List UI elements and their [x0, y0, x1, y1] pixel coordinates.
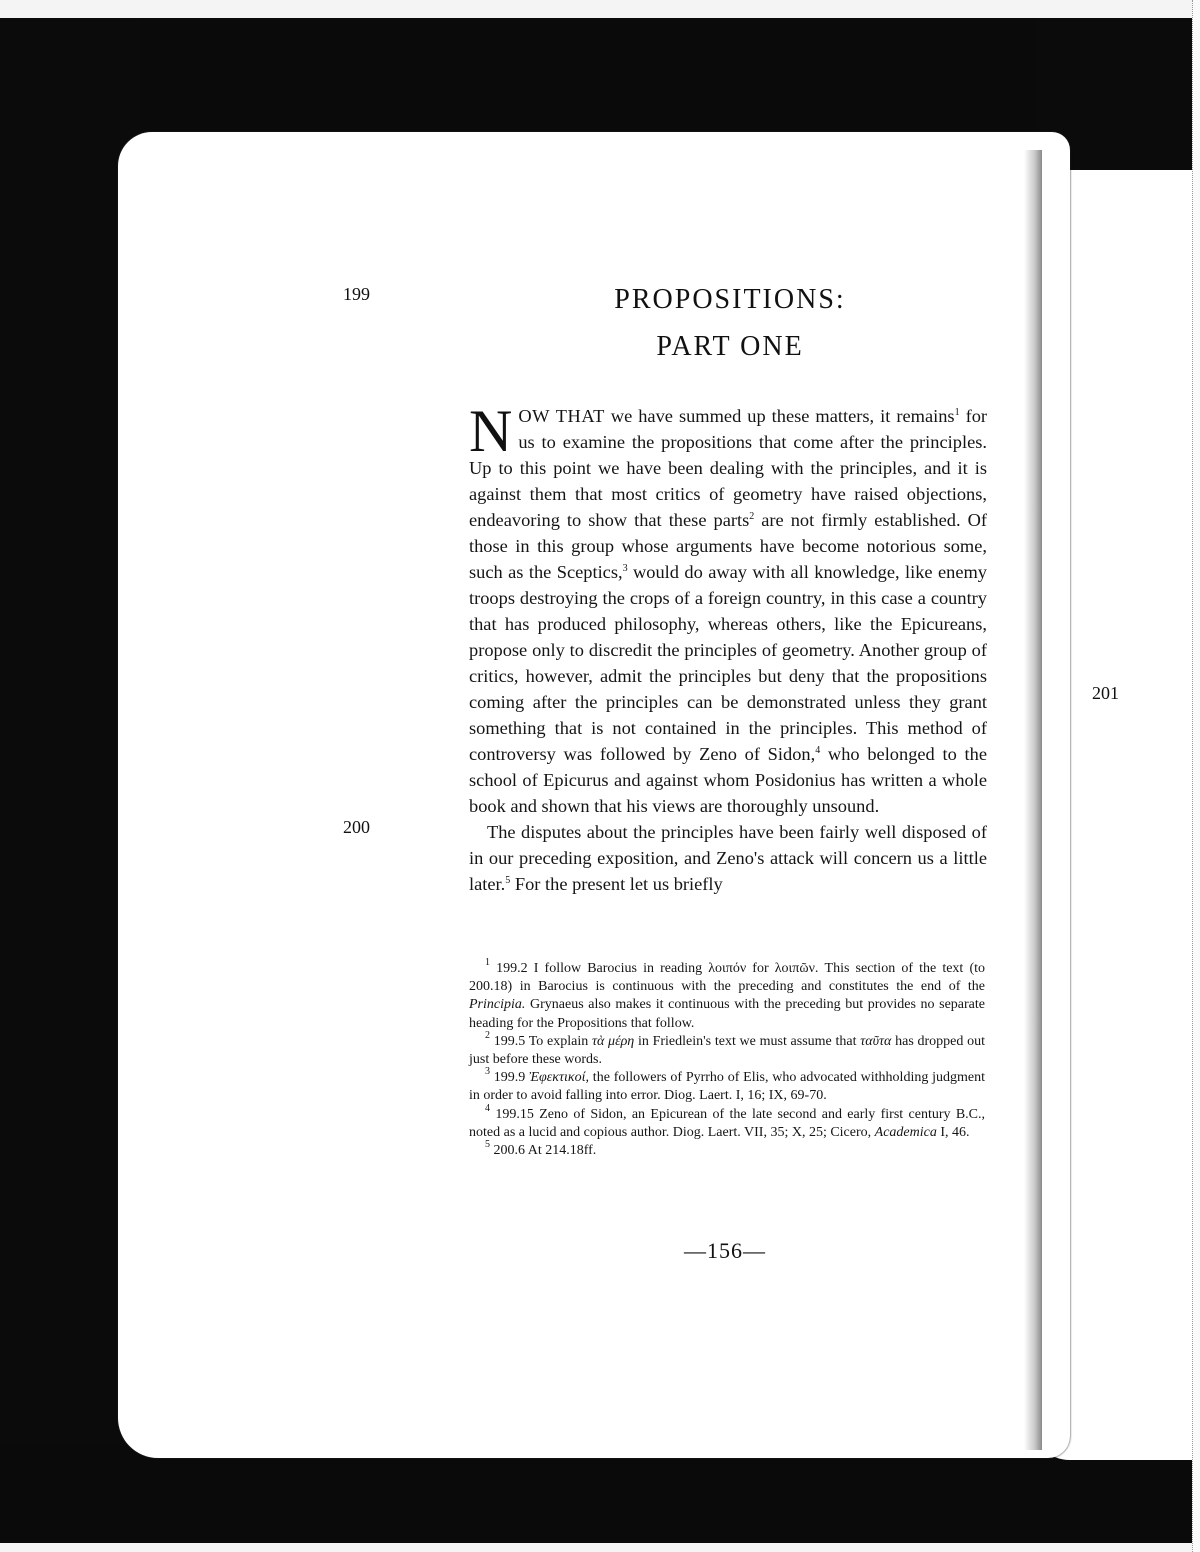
footnote-ref-2: 2	[749, 511, 755, 522]
margin-number-199: 199	[343, 284, 370, 304]
margin-number-200: 200	[343, 817, 370, 837]
page-gutter	[1024, 150, 1042, 1450]
footnote-4: $^4$ 199.15 Zeno of Sidon, an Epicurean of the late second and early first century B.C., noted as a lucid and copious author. Diog. Laert. VII, 35; X, 25; Cicero, Academica I, 46.	[469, 1102, 986, 1140]
footnote-5: $^5$ 200.6 At 214.18ff.	[485, 1139, 597, 1159]
footnote-ref-3: 3	[622, 563, 628, 574]
footnotes	[469, 957, 986, 1160]
paragraph-1: NOW THAT we have summed up these matters, it remains$^1$ for us to examine the propositions that come after the principles. Up to this point we have been dealing with the principles, and it is against them that most critics of geometry have raised objections, endeavoring to show that these parts$^2$ are not firmly established. Of those in this group whose arguments have become notorious some, such as the Sceptics,$^3$ would do away with all knowledge, like enemy troops destroying the crops of a foreign country, in this case a country that has produced philosophy, whereas others, like the Epicureans, propose only to discredit the principles of geometry. Another group of critics, however, admit the principles but deny that the propositions coming after the principles can be demonstrated unless they grant something that is not contained in the principles. This method of controversy was followed by Zeno of Sidon,$^4$ who belonged to the school of Epicurus and against whom Posidonius has written a whole book and shown that his views are thoroughly unsound.	[469, 398, 988, 816]
scan-border-bottom	[0, 1445, 1192, 1543]
paragraph-2: The disputes about the principles have been fairly well disposed of in our preceding exposition, and Zeno's attack will concern us a little later.$^5$ For the present let us briefly	[469, 822, 987, 894]
scan-edge-right	[1192, 0, 1200, 1552]
chapter-title-line1: PROPOSITIONS:	[614, 284, 846, 315]
footnote-3: $^3$ 199.9 Ἐφεκτικοί, the followers of Pyrrho of Elis, who advocated withholding judgment in order to avoid falling into error. Diog. Laert. I, 16; IX, 69-70.	[469, 1066, 986, 1104]
drop-cap: N	[469, 398, 513, 464]
chapter-title-line2: PART ONE	[656, 331, 804, 362]
footnote-ref-4: 4	[815, 745, 821, 756]
footnote-1: $^1$ 199.2 I follow Barocius in reading λοιπόν for λοιπῶν. This section of the text (to 200.18) in Barocius is continuous with the preceding and constitutes the end of the Principia. Grynaeus also makes it continuous with the preceding but provides no separate heading for the Propositions that follow.	[469, 957, 985, 1031]
page-number: —156—	[684, 1238, 766, 1263]
margin-number-201: 201	[1092, 683, 1119, 703]
footnote-ref-5: 5	[505, 875, 511, 886]
main-text	[469, 398, 988, 897]
footnote-2: $^2$ 199.5 To explain τὰ μέρη in Friedlein's text we must assume that ταῦτα has dropped out just before these words.	[469, 1029, 985, 1068]
footnote-ref-1: 1	[954, 407, 960, 418]
